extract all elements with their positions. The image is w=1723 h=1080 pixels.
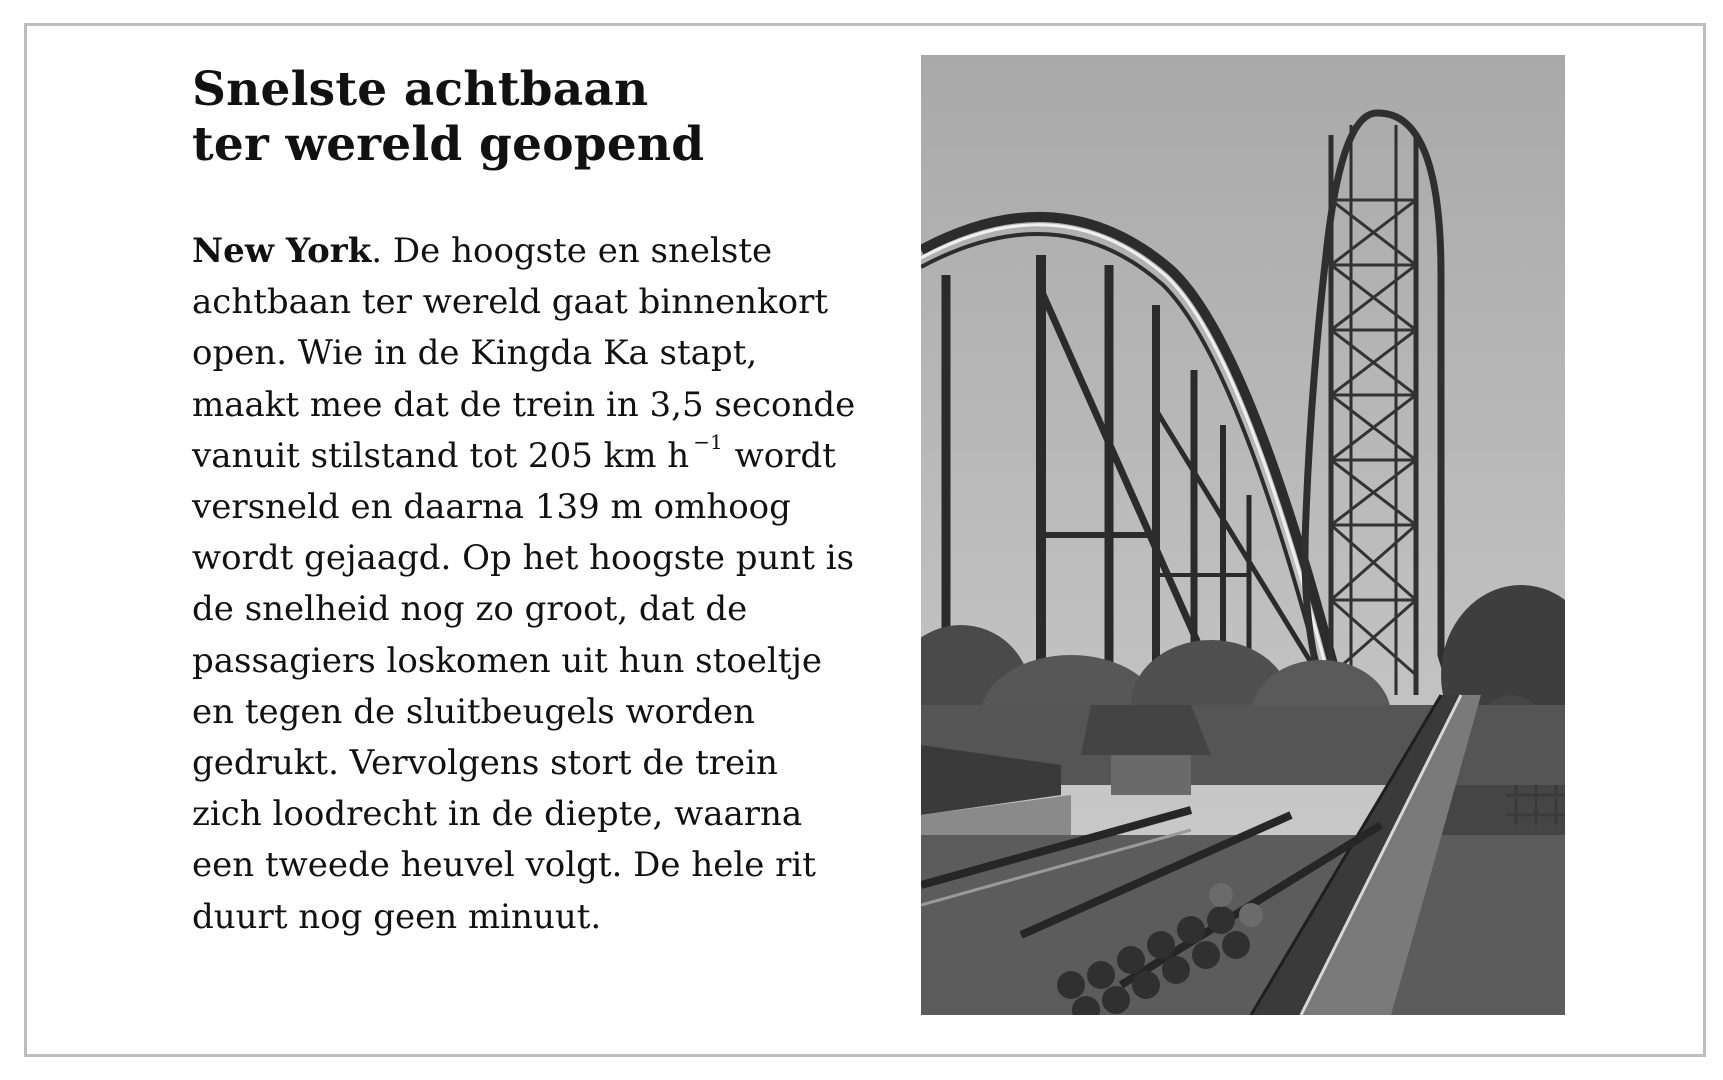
roller-coaster-illustration bbox=[921, 55, 1565, 1015]
article-line: een tweede heuvel volgt. De hele rit bbox=[192, 845, 816, 886]
article-line: zich loodrecht in de diepte, waarna bbox=[192, 794, 803, 835]
article-line: wordt gejaagd. Op het hoogste punt is bbox=[192, 538, 855, 579]
article-line: maakt mee dat de trein in 3,5 seconde bbox=[192, 384, 856, 425]
article-line: duurt nog geen minuut. bbox=[192, 896, 602, 937]
article-line bbox=[192, 431, 892, 482]
article-line: gedrukt. Vervolgens stort de trein bbox=[192, 743, 778, 784]
article-line: de snelheid nog zo groot, dat de bbox=[192, 589, 748, 630]
text-column bbox=[192, 62, 892, 943]
article-line bbox=[192, 226, 892, 277]
article-text: wordt bbox=[734, 435, 836, 476]
headline-line-2: ter wereld geopend bbox=[192, 117, 705, 172]
article-line: en tegen de sluitbeugels worden bbox=[192, 691, 756, 732]
headline bbox=[192, 62, 892, 172]
headline-line-1: Snelste achtbaan bbox=[192, 62, 649, 117]
article-text: . De hoogste en snelste bbox=[371, 231, 773, 271]
roller-coaster-photo bbox=[921, 55, 1565, 1015]
article-line: open. Wie in de Kingda Ka stapt, bbox=[192, 333, 758, 374]
dateline-place: New York bbox=[192, 231, 372, 271]
unit-exponent: −1 bbox=[693, 429, 723, 454]
article-line: achtbaan ter wereld gaat binnenkort bbox=[192, 282, 828, 323]
article-line: versneld en daarna 139 m omhoog bbox=[192, 487, 791, 528]
speed-text: vanuit stilstand tot 205 km h bbox=[192, 435, 690, 476]
article-body bbox=[192, 226, 892, 943]
fence bbox=[1506, 785, 1565, 825]
article-line: passagiers loskomen uit hun stoeltje bbox=[192, 640, 823, 681]
